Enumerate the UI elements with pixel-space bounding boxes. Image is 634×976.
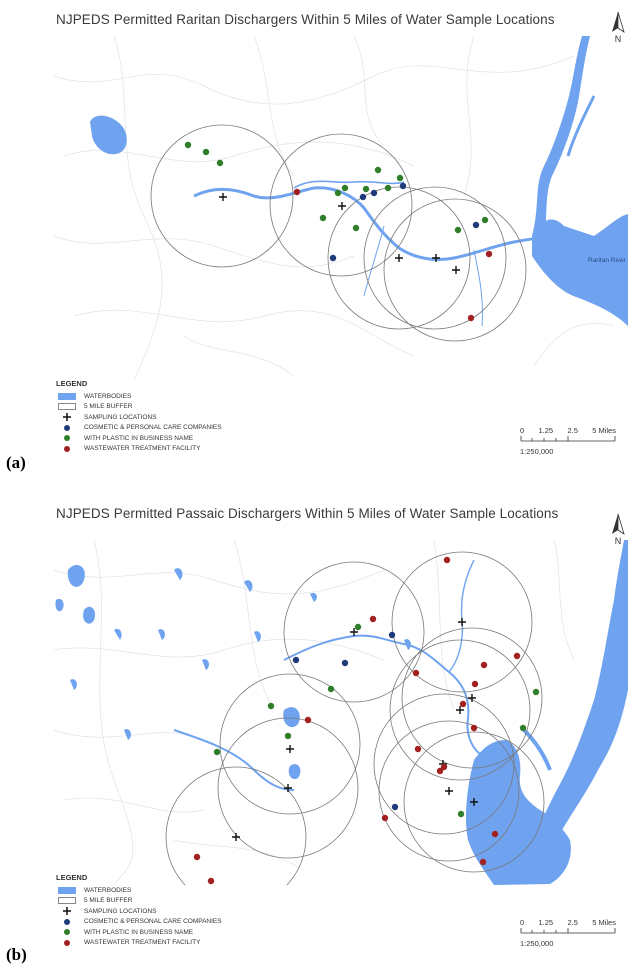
panel-b	[0, 490, 634, 976]
legend-row-cosmetic	[56, 917, 222, 928]
circle-dot-icon	[64, 435, 70, 441]
scale-tick: 0	[520, 426, 525, 435]
cross-icon	[62, 412, 72, 422]
panel-label: (a)	[6, 453, 26, 472]
scale-tick: 2.5	[567, 918, 578, 927]
raritan-river	[194, 188, 538, 260]
buffer-swatch	[58, 897, 76, 904]
buffer-circles	[151, 125, 526, 341]
scale-bar-graphic	[520, 436, 616, 442]
circle-dot-icon	[64, 425, 70, 431]
legend-label: COSMETIC & PERSONAL CARE COMPANIES	[84, 918, 222, 926]
legend-label: WATERBODIES	[84, 392, 132, 400]
scale-tick: 5 Miles	[592, 918, 616, 927]
legend-row-waterbodies	[56, 391, 222, 402]
circle-dot-icon	[64, 940, 70, 946]
scale-bar	[520, 918, 630, 948]
arthur-kill	[532, 36, 590, 241]
circle-dot-icon	[64, 446, 70, 452]
sampling-locations	[219, 193, 460, 274]
scale-tick: 1.25	[538, 426, 554, 435]
panel-a	[0, 0, 634, 480]
legend	[56, 873, 222, 948]
legend-title: LEGEND	[56, 873, 88, 882]
waterbody-swatch	[58, 393, 76, 400]
scale-tick: 1.25	[538, 918, 554, 927]
discharger-points	[185, 142, 492, 321]
lake-waterbodies	[55, 565, 411, 779]
map-a	[54, 36, 628, 380]
legend-label: WITH PLASTIC IN BUSINESS NAME	[84, 434, 194, 442]
map-title: NJPEDS Permitted Passaic Dischargers Within 5 Miles of Water Sample Locations	[56, 506, 559, 521]
map-b	[54, 540, 628, 885]
legend-label: 5 MILE BUFFER	[84, 403, 133, 411]
scale-ratio: 1:250,000	[520, 447, 554, 456]
legend-row-plastic	[56, 433, 222, 444]
legend-row-sampling	[56, 906, 222, 917]
legend-label: COSMETIC & PERSONAL CARE COMPANIES	[84, 424, 222, 432]
legend-label: WASTEWATER TREATMENT FACILITY	[84, 445, 201, 453]
background-streams	[54, 36, 614, 380]
legend-row-cosmetic	[56, 423, 222, 434]
scale-bar	[520, 426, 630, 456]
scale-tick: 5 Miles	[592, 426, 616, 435]
legend-row-plastic	[56, 927, 222, 938]
cross-icon	[62, 906, 72, 916]
water-label: Raritan River	[588, 257, 626, 264]
scale-bar-graphic	[520, 928, 616, 934]
legend-row-waterbodies	[56, 885, 222, 896]
map-title: NJPEDS Permitted Raritan Dischargers Within 5 Miles of Water Sample Locations	[56, 12, 555, 27]
scale-tick: 2.5	[567, 426, 578, 435]
legend-row-sampling	[56, 412, 222, 423]
legend-label: WITH PLASTIC IN BUSINESS NAME	[84, 928, 194, 936]
north-label: N	[614, 536, 622, 546]
legend-label: 5 MILE BUFFER	[84, 897, 133, 905]
legend-label: WATERBODIES	[84, 886, 132, 894]
legend-row-wwtf	[56, 938, 222, 949]
lake-waterbody	[90, 116, 127, 155]
north-label: N	[614, 34, 622, 44]
legend-label: SAMPLING LOCATIONS	[84, 907, 157, 915]
legend	[56, 379, 222, 454]
legend-row-buffer	[56, 402, 222, 413]
legend-row-wwtf	[56, 444, 222, 455]
scale-ratio: 1:250,000	[520, 939, 554, 948]
circle-dot-icon	[64, 919, 70, 925]
circle-dot-icon	[64, 929, 70, 935]
passaic-river	[174, 636, 480, 790]
legend-label: SAMPLING LOCATIONS	[84, 413, 157, 421]
legend-label: WASTEWATER TREATMENT FACILITY	[84, 939, 201, 947]
waterbody-swatch	[58, 887, 76, 894]
scale-tick: 0	[520, 918, 525, 927]
panel-label: (b)	[6, 945, 27, 964]
buffer-swatch	[58, 403, 76, 410]
bay-waterbody	[532, 214, 628, 326]
legend-row-buffer	[56, 896, 222, 907]
legend-title: LEGEND	[56, 379, 88, 388]
